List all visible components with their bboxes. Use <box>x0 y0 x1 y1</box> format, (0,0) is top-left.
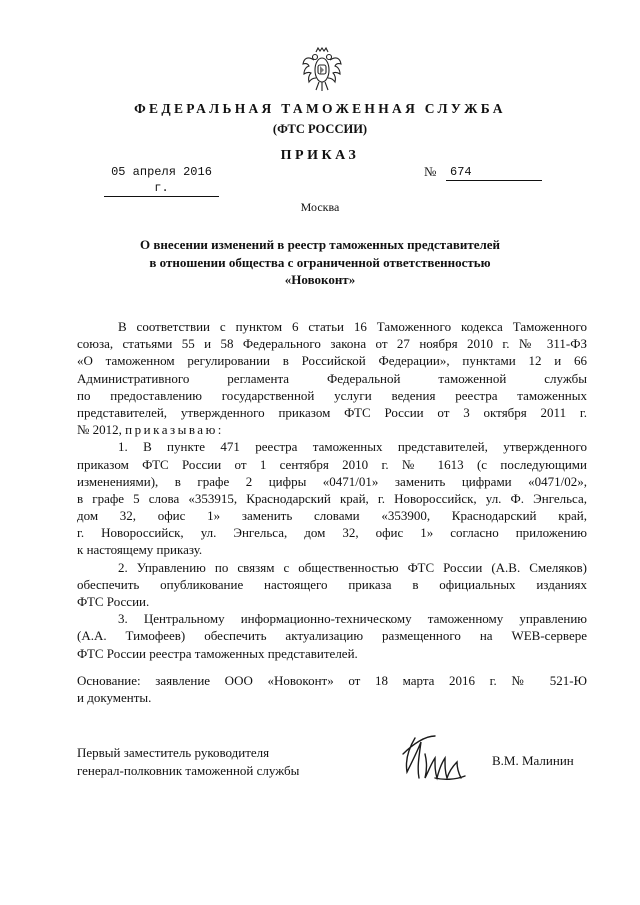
item-line: ФТС России реестра таможенных представителей. <box>77 645 358 661</box>
basis-line: и документы. <box>77 689 152 705</box>
title-line: «Новоконт» <box>284 272 356 287</box>
body-line: по предоставлению государственной услуги ведения реестра таможенных <box>77 387 587 403</box>
item-line: ФТС России. <box>77 594 150 609</box>
item-line: изменениями), в графе 2 цифры «0471/01» заменить цифрами «0471/02», <box>77 473 587 489</box>
order-title <box>60 236 580 289</box>
body-line: «О таможенном регулировании в Российской Федерации», пунктами 12 и 66 <box>77 353 587 369</box>
order-number: 674 <box>450 165 472 179</box>
spacer <box>77 662 587 672</box>
item-line: обеспечить опубликование настоящего приказа в официальных изданиях <box>77 576 587 592</box>
position-line: Первый заместитель руководителя <box>77 745 270 760</box>
city: Москва <box>300 200 340 214</box>
item-line: к настоящему приказу. <box>77 542 203 558</box>
order-date: 05 апреля 2016 г. <box>104 164 219 197</box>
agency-name: ФЕДЕРАЛЬНАЯ ТАМОЖЕННАЯ СЛУЖБА <box>134 101 506 116</box>
body-line: Административного регламента Федеральной таможенной службы <box>77 370 587 386</box>
item-line: 1. В пункте 471 реестра таможенных представителей, утвержденного <box>118 439 587 455</box>
order-body <box>77 318 587 706</box>
position-line: генерал-полковник таможенной службы <box>77 762 300 778</box>
order-verb: приказываю: <box>125 422 224 438</box>
body-line <box>77 421 587 438</box>
order-number-label: № <box>424 164 437 179</box>
body-line-text: № 2012, <box>77 422 122 438</box>
signatory-name: В.М. Малинин <box>492 753 574 768</box>
signatory-position <box>77 744 299 779</box>
document-type: ПРИКАЗ <box>280 148 360 163</box>
item-line: в графе 5 слова «353915, Краснодарский край, г. Новороссийск, ул. Ф. Энгельса, <box>77 490 587 506</box>
body-line: союза, статьями 55 и 58 Федерального закона от 27 ноября 2010 г. № 311-ФЗ <box>77 336 587 352</box>
title-line: О внесении изменений в реестр таможенных представителей <box>139 237 501 252</box>
body-line: В соответствии с пунктом 6 статьи 16 Таможенного кодекса Таможенного <box>118 319 587 334</box>
handwritten-signature-icon <box>395 724 485 786</box>
item-line: 2. Управлению по связям с общественностью ФТС России (А.В. Смеляков) <box>118 559 587 575</box>
body-line: представителей, утвержденного приказом ФТС России от 3 октября 2011 г. <box>77 404 587 420</box>
item-line: дом 32, офис 1» заменить словами «353900, Краснодарский край, <box>77 508 587 524</box>
item-line: 3. Центральному информационно-техническому таможенному управлению <box>118 611 587 627</box>
double-headed-eagle-emblem-icon <box>302 46 342 94</box>
basis-line: Основание: заявление ООО «Новоконт» от 18 марта 2016 г. № 521-Ю <box>77 672 587 688</box>
agency-short-name: (ФТС РОССИИ) <box>272 122 368 136</box>
item-line: (А.А. Тимофеев) обеспечить актуализацию размещенного на WEB-сервере <box>77 628 587 644</box>
item-line: приказом ФТС России от 1 сентября 2010 г. № 1613 (с последующими <box>77 456 587 472</box>
item-line: г. Новороссийск, ул. Энгельса, дом 32, офис 1» согласно приложению <box>77 525 587 541</box>
title-line: в отношении общества с ограниченной ответственностью <box>149 254 491 270</box>
